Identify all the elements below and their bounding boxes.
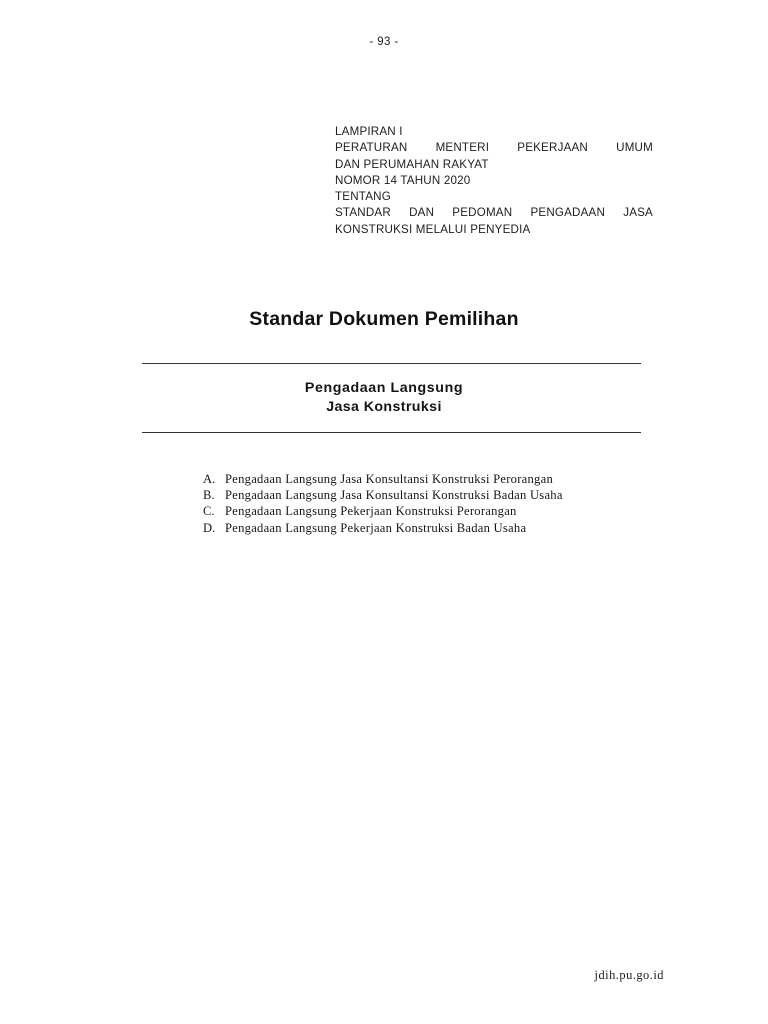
list-item <box>203 471 673 487</box>
list-item-marker: B. <box>203 488 215 503</box>
list-item <box>203 503 673 519</box>
subtitle-line-2: Jasa Konstruksi <box>326 399 442 415</box>
list-item-label: Pengadaan Langsung Jasa Konsultansi Konstruksi Badan Usaha <box>225 488 563 503</box>
header-line-perumahan: DAN PERUMAHAN RAKYAT <box>335 157 489 171</box>
list-item-label: Pengadaan Langsung Pekerjaan Konstruksi Badan Usaha <box>225 520 527 535</box>
attachment-header-block <box>335 124 653 238</box>
list-item-label: Pengadaan Langsung Jasa Konsultansi Konstruksi Perorangan <box>225 472 553 486</box>
document-subtitle <box>0 379 768 417</box>
list-item <box>203 487 673 503</box>
page-number: - 93 - <box>369 36 399 48</box>
list-item <box>203 520 673 536</box>
list-item-marker: D. <box>203 520 216 535</box>
header-line-lampiran: LAMPIRAN I <box>335 125 403 138</box>
header-line-standar: STANDAR DAN PEDOMAN PENGADAAN JASA <box>335 206 653 220</box>
header-line-tentang: TENTANG <box>335 190 391 204</box>
list-item-marker: C. <box>203 504 215 519</box>
page-title: Standar Dokumen Pemilihan <box>249 308 519 330</box>
contents-list <box>203 471 673 536</box>
header-line-nomor: NOMOR 14 TAHUN 2020 <box>335 173 471 187</box>
subtitle-line-1: Pengadaan Langsung <box>304 380 464 396</box>
footer-watermark: jdih.pu.go.id <box>594 968 664 982</box>
header-line-konstruksi: KONSTRUKSI MELALUI PENYEDIA <box>335 222 531 236</box>
list-item-label: Pengadaan Langsung Pekerjaan Konstruksi Perorangan <box>225 504 517 519</box>
divider-bottom <box>142 432 641 433</box>
header-line-peraturan: PERATURAN MENTERI PEKERJAAN UMUM <box>335 141 653 155</box>
list-item-marker: A. <box>203 472 216 486</box>
divider-top <box>142 363 641 364</box>
